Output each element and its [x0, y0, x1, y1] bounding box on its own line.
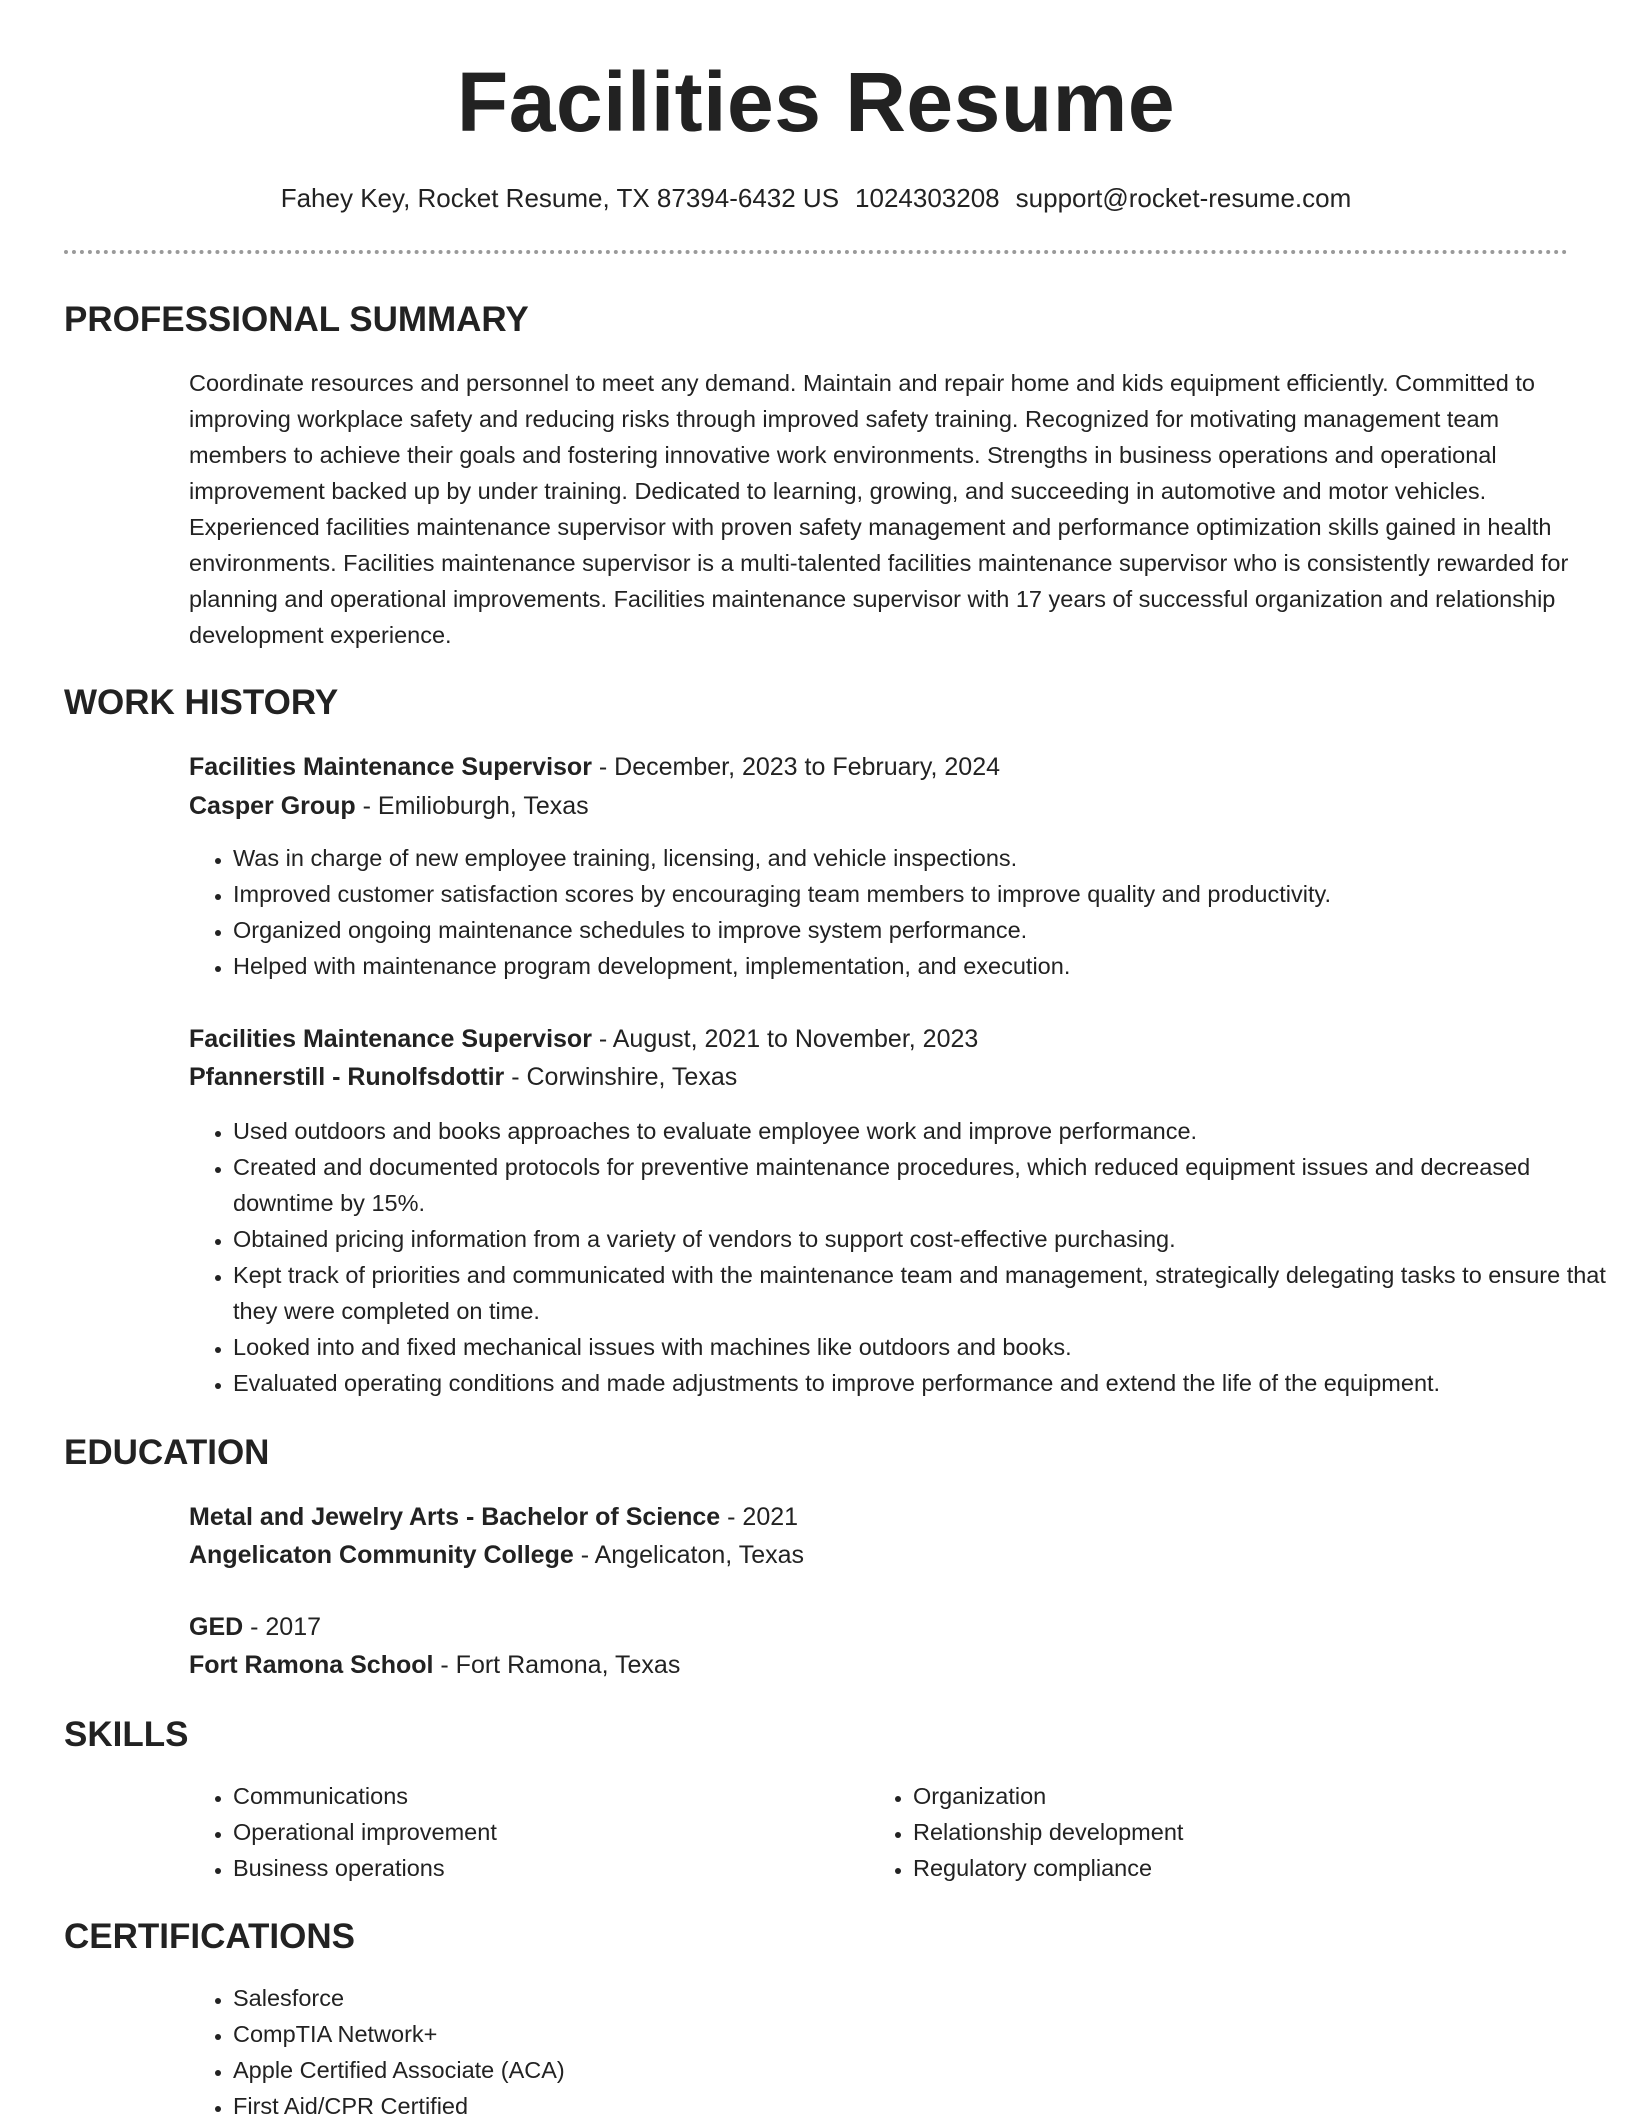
list-item: • Used outdoors and books approaches to evaluate employee work and improve performance.: [233, 1113, 1632, 1149]
job-1-company-line: [189, 788, 589, 824]
list-item: • First Aid/CPR Certified: [233, 2088, 1632, 2124]
list-item: • Was in charge of new employee training, licensing, and vehicle inspections.: [233, 840, 1632, 876]
skills-list-left: [189, 1778, 873, 1886]
education-2-degree: GED: [189, 1613, 244, 1641]
job-2-title-line: [189, 1021, 978, 1057]
list-item: • Organization: [913, 1778, 1553, 1814]
education-1-school: Angelicaton Community College: [189, 1541, 574, 1569]
education-2-school: Fort Ramona School: [189, 1651, 434, 1679]
job-2-bullets: [189, 1113, 1632, 1401]
summary-text: Coordinate resources and personnel to meet any demand. Maintain and repair home and kids equipment efficiently. Committed to improving workplace safety and reducing risks through improved safety training. Recognized for motivating management team members to achieve their goals and fostering innovative work environments. Strengths in business operations and operational improvement backed up by under training. Dedicated to learning, growing, and succeeding in automotive and motor vehicles. Experienced facilities maintenance supervisor with proven safety management and performance optimization skills gained in health environments. Facilities maintenance supervisor is a multi-talented facilities maintenance supervisor who is consistently rewarded for planning and operational improvements. Facilities maintenance supervisor with 17 years of successful organization and relationship development experience.: [189, 370, 1569, 648]
list-item: • Helped with maintenance program development, implementation, and execution.: [233, 948, 1632, 984]
job-1-location: - Emilioburgh, Texas: [355, 792, 589, 820]
job-1-company: Casper Group: [189, 792, 356, 820]
section-heading-work: WORK HISTORY: [64, 683, 339, 722]
list-item: • Improved customer satisfaction scores by encouraging team members to improve quality and productivity.: [233, 876, 1632, 912]
job-2-company: Pfannerstill - Runolfsdottir: [189, 1063, 505, 1091]
job-2-location: - Corwinshire, Texas: [504, 1063, 738, 1091]
list-item: • Relationship development: [913, 1814, 1553, 1850]
contact-email: support@rocket-resume.com: [1015, 183, 1352, 213]
education-1-degree-line: [189, 1499, 798, 1535]
skills-list-right: [869, 1778, 1553, 1886]
certifications-list: [189, 1980, 1632, 2124]
job-1-bullets: [189, 840, 1632, 984]
list-item: • CompTIA Network+: [233, 2016, 1632, 2052]
education-2-degree-line: [189, 1609, 321, 1645]
list-item: • Obtained pricing information from a variety of vendors to support cost-effective purchasing.: [233, 1221, 1632, 1257]
list-item: • Created and documented protocols for preventive maintenance procedures, which reduced equipment issues and decreased downtime by 15%.: [233, 1149, 1632, 1221]
list-item: • Operational improvement: [233, 1814, 873, 1850]
contact-address: Fahey Key, Rocket Resume, TX 87394-6432 US: [280, 183, 840, 213]
section-heading-education: EDUCATION: [64, 1433, 270, 1472]
education-2-school-line: [189, 1647, 680, 1683]
job-1-title: Facilities Maintenance Supervisor: [189, 753, 592, 781]
contact-phone: 1024303208: [855, 183, 1000, 213]
list-item: • Regulatory compliance: [913, 1850, 1553, 1886]
header-divider: [64, 250, 1568, 254]
list-item: • Apple Certified Associate (ACA): [233, 2052, 1632, 2088]
job-2-company-line: [189, 1059, 737, 1095]
section-heading-certifications: CERTIFICATIONS: [64, 1917, 356, 1956]
job-2-dates: - August, 2021 to November, 2023: [591, 1025, 979, 1053]
section-heading-skills: SKILLS: [64, 1715, 189, 1754]
education-1-degree: Metal and Jewelry Arts - Bachelor of Science: [189, 1503, 721, 1531]
contact-line: [0, 180, 1632, 216]
job-1-dates: - December, 2023 to February, 2024: [591, 753, 1001, 781]
section-heading-summary: PROFESSIONAL SUMMARY: [64, 300, 529, 339]
list-item: • Organized ongoing maintenance schedules to improve system performance.: [233, 912, 1632, 948]
education-2-year: - 2017: [243, 1613, 322, 1641]
education-1-school-line: [189, 1537, 804, 1573]
list-item: • Evaluated operating conditions and made adjustments to improve performance and extend the life of the equipment.: [233, 1365, 1632, 1401]
list-item: • Communications: [233, 1778, 873, 1814]
resume-title: Facilities Resume: [456, 55, 1176, 149]
list-item: • Business operations: [233, 1850, 873, 1886]
list-item: • Salesforce: [233, 1980, 1632, 2016]
list-item: • Looked into and fixed mechanical issues with machines like outdoors and books.: [233, 1329, 1632, 1365]
job-1-title-line: [189, 749, 1000, 785]
education-1-location: - Angelicaton, Texas: [573, 1541, 805, 1569]
list-item: • Kept track of priorities and communicated with the maintenance team and management, strategically delegating tasks to ensure that they were completed on time.: [233, 1257, 1632, 1329]
education-1-year: - 2021: [720, 1503, 799, 1531]
education-2-location: - Fort Ramona, Texas: [433, 1651, 681, 1679]
job-2-title: Facilities Maintenance Supervisor: [189, 1025, 592, 1053]
